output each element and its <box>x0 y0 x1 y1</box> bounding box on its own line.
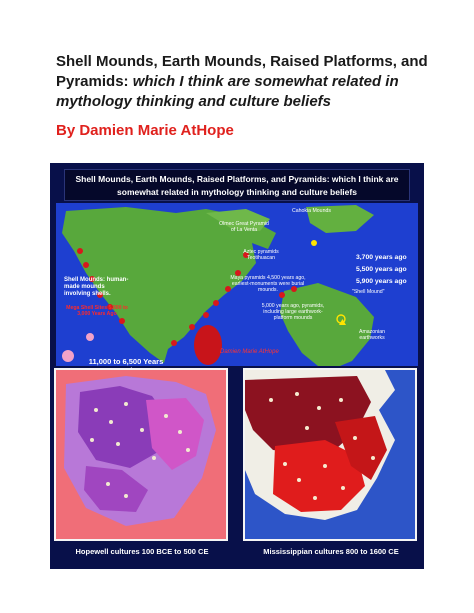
poster-banner: Shell Mounds, Earth Mounds, Raised Platforms, and Pyramids: which I think are somewhat related in mythology thinking and culture beliefs <box>64 169 410 201</box>
label-3700: 3,700 years ago <box>356 254 407 261</box>
pink-dot-icon <box>62 350 74 362</box>
label-shell-mound: "Shell Mound" <box>352 289 385 295</box>
label-mega-shell: Mega Shell Sites 5,000 to 3,000 Years Ago <box>66 305 128 317</box>
author-byline: By Damien Marie AtHope <box>56 122 234 139</box>
poster-image <box>50 163 424 569</box>
legend-sites: 11,000 to 6,500 Years <box>88 357 164 366</box>
hopewell-map-panel <box>54 368 228 541</box>
label-amazon: Amazonian earthworks <box>359 329 385 341</box>
label-aztec: Aztec pyramids Teotihuacan <box>243 249 279 261</box>
caption-mississippian: Mississippian cultures 800 to 1600 CE <box>263 547 399 556</box>
page-title <box>56 52 436 112</box>
caption-hopewell: Hopewell cultures 100 BCE to 500 CE <box>75 547 209 556</box>
label-5500: 5,500 years ago <box>356 266 407 273</box>
title-italic: which I think are somewhat related in mythology thinking and culture beliefs <box>56 73 399 110</box>
signature: Damien Marie AtHope <box>220 349 279 355</box>
label-maya: Maya pyramids 4,500 years ago, earliest-monuments were burial mounds. <box>230 275 306 293</box>
mississippian-map-panel <box>243 368 417 541</box>
label-cahokia: Cahokia Mounds <box>292 208 331 214</box>
label-peru: 5,000 years ago, pyramids, including large earthwork-platform mounds <box>261 303 325 321</box>
label-5900: 5,900 years ago <box>356 278 407 285</box>
label-olmec: Olmec Great Pyramid of La Venta <box>219 221 269 233</box>
label-shell-definition: Shell Mounds: human-made mounds involving shells. <box>64 277 129 297</box>
title-main: Shell Mounds, Earth Mounds, Raised Platforms, and Pyramids: <box>56 53 428 90</box>
